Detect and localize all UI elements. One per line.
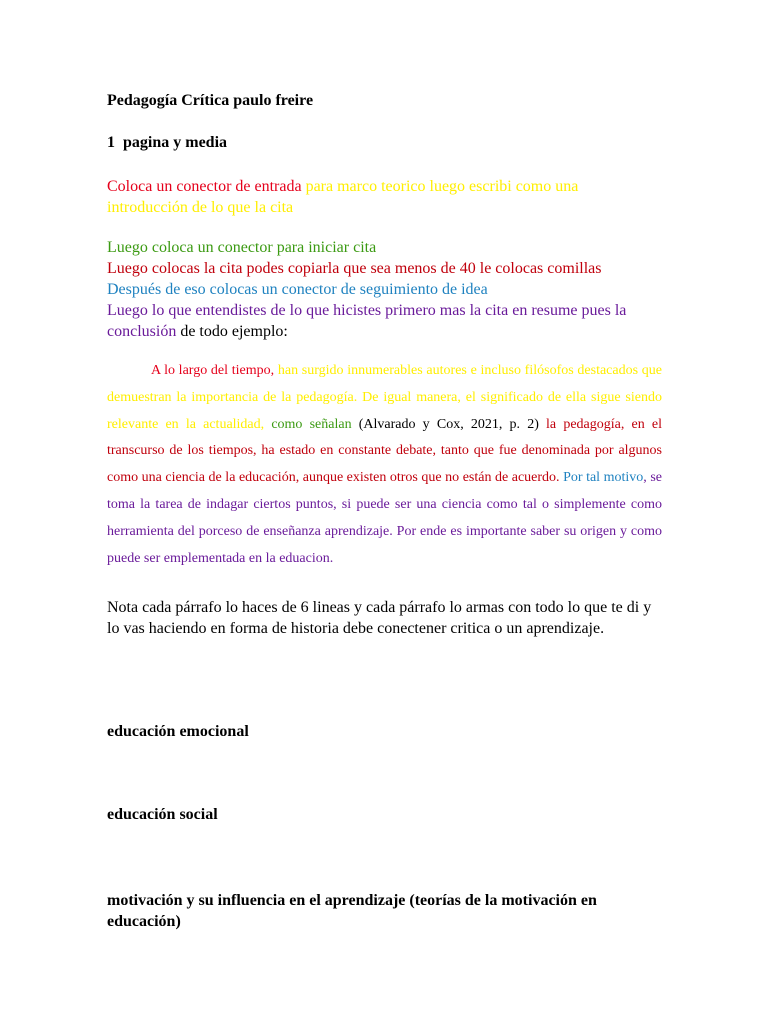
- instruction-blue-line: Después de eso colocas un conector de seguimiento de idea: [107, 281, 488, 298]
- instruction-green-line: Luego coloca un conector para iniciar cita: [107, 239, 377, 256]
- example-blue-text: Por tal motivo: [559, 470, 644, 486]
- heading-educacion-social: educación social: [107, 806, 218, 823]
- example-citation-text: (Alvarado y Cox, 2021, p. 2): [351, 416, 539, 432]
- document-title: Pedagogía Crítica paulo freire: [107, 92, 314, 109]
- heading-educacion-emocional: educación emocional: [107, 723, 249, 740]
- instruction-steps: [107, 237, 662, 342]
- instruction-red-text: Coloca un conector de entrada: [107, 178, 302, 195]
- example-yellow-text: han surgido innumerables autores e incluso filósofos destacados que demuestran la importancia de la pedagogía. De igual manera, el significado de ella sigue siendo relevante en la actualidad,: [107, 363, 662, 432]
- example-darkred-text: la pedagogía, en el transcurso de los tiempos, ha estado en constante debate, tanto que fue denominada por algunos como una ciencia de la educación, aunque existen otros que no están de acuerdo.: [107, 416, 663, 486]
- example-green-text: como señalan: [264, 416, 352, 432]
- instruction-purple-text: Luego lo que entendistes de lo que hicistes primero mas la cita en resume pues la conclusión: [107, 302, 627, 340]
- instruction-black-text: de todo ejemplo:: [176, 323, 288, 340]
- example-purple-text: , se toma la tarea de indagar ciertos puntos, si puede ser una ciencia como tal o simplemente como herramienta del porceso de enseñanza aprendizaje. Por ende es importante saber su origen y como puede ser emplementada en la eduacion.: [107, 470, 662, 566]
- instruction-darkred-line: Luego colocas la cita podes copiarla que sea menos de 40 le colocas comillas: [107, 260, 602, 277]
- example-paragraph: [107, 358, 662, 572]
- example-red-text: A lo largo del tiempo,: [151, 363, 275, 378]
- heading-motivacion: motivación y su influencia en el aprendizaje (teorías de la motivación en educación): [107, 892, 597, 930]
- instruction-intro: [107, 176, 637, 218]
- document-subtitle: 1 pagina y media: [107, 134, 228, 151]
- instruction-yellow-text: para marco teorico luego escribi como una introducción de lo que la cita: [107, 178, 579, 216]
- instruction-purple-line: [107, 300, 662, 342]
- note-paragraph: Nota cada párrafo lo haces de 6 lineas y cada párrafo lo armas con todo lo que te di y lo vas haciendo en forma de historia debe conectener critica o un aprendizaje.: [107, 599, 652, 637]
